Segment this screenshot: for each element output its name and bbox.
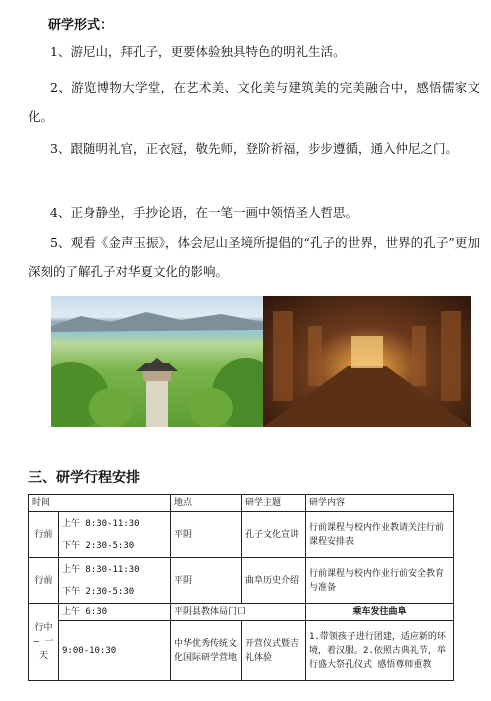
content-cell: 1.带领孩子进行团建，适应新的环境，着汉服。2.依照古典礼节，举行盛大祭孔仪式 感悟尊师重教	[306, 621, 454, 681]
hall-interior-photo	[263, 296, 471, 427]
paragraph-5: 5、观看《金声玉振》，体会尼山圣境所提倡的“孔子的世界，世界的孔子”更加深刻的了解孔子对华夏文化的影响。	[28, 235, 480, 279]
table-row	[29, 558, 454, 604]
content-cell: 乘车发往曲阜	[306, 604, 454, 621]
header-time: 时间	[29, 495, 171, 512]
table-row	[29, 604, 454, 621]
time-cell	[59, 558, 171, 604]
landscape-illustration	[51, 296, 263, 427]
day-cell: 行前	[29, 558, 59, 604]
content-cell: 行前课程与校内作业教请关注行前课程安排表	[306, 512, 454, 558]
place-cell: 中华优秀传统文化国际研学营地	[171, 621, 242, 681]
afternoon-time: 下午 2:30-5:30	[62, 586, 135, 597]
table-row	[29, 512, 454, 558]
time-cell	[59, 512, 171, 558]
paragraph-3: 3、跟随明礼官，正衣冠，敬先师，登阶祈福，步步遵循，通入仲尼之门。	[50, 141, 458, 156]
morning-time: 上午 8:30-11:30	[62, 518, 140, 529]
paragraph-2: 2、游览博物大学堂，在艺术美、文化美与建筑美的完美融合中，感悟儒家文化。	[28, 80, 480, 124]
header-content: 研学内容	[306, 495, 454, 512]
paragraph-1: 1、游尼山，拜孔子，更要体验独具特色的明礼生活。	[50, 44, 346, 59]
section-heading-study-format: 研学形式：	[48, 18, 114, 33]
table-row	[29, 621, 454, 681]
content-cell: 行前课程与校内作业行前安全教育与准备	[306, 558, 454, 604]
theme-cell: 孔子文化宣讲	[242, 512, 306, 558]
header-place: 地点	[171, 495, 242, 512]
section-title-itinerary: 三、研学行程安排	[28, 470, 140, 486]
theme-cell: 曲阜历史介绍	[242, 558, 306, 604]
afternoon-time: 下午 2:30-5:30	[62, 540, 135, 551]
time-cell: 9:00-10:30	[59, 621, 171, 681]
day-cell: 行前	[29, 512, 59, 558]
place-cell: 平阴	[171, 512, 242, 558]
theme-cell: 开营仪式暨吉礼体验	[242, 621, 306, 681]
nishan-landscape-photo	[51, 296, 263, 427]
day-cell: 行中 — 一天	[29, 604, 59, 681]
header-theme: 研学主题	[242, 495, 306, 512]
place-cell: 平阴	[171, 558, 242, 604]
table-header-row	[29, 495, 454, 512]
morning-time: 上午 8:30-11:30	[62, 564, 140, 575]
itinerary-table	[28, 494, 454, 681]
place-cell: 平阴县教体局门口	[171, 604, 306, 621]
time-cell: 上午 6:30	[59, 604, 171, 621]
paragraph-4: 4、正身静坐，手抄论语，在一笔一画中领悟圣人哲思。	[50, 205, 358, 220]
corridor-illustration	[263, 296, 471, 427]
